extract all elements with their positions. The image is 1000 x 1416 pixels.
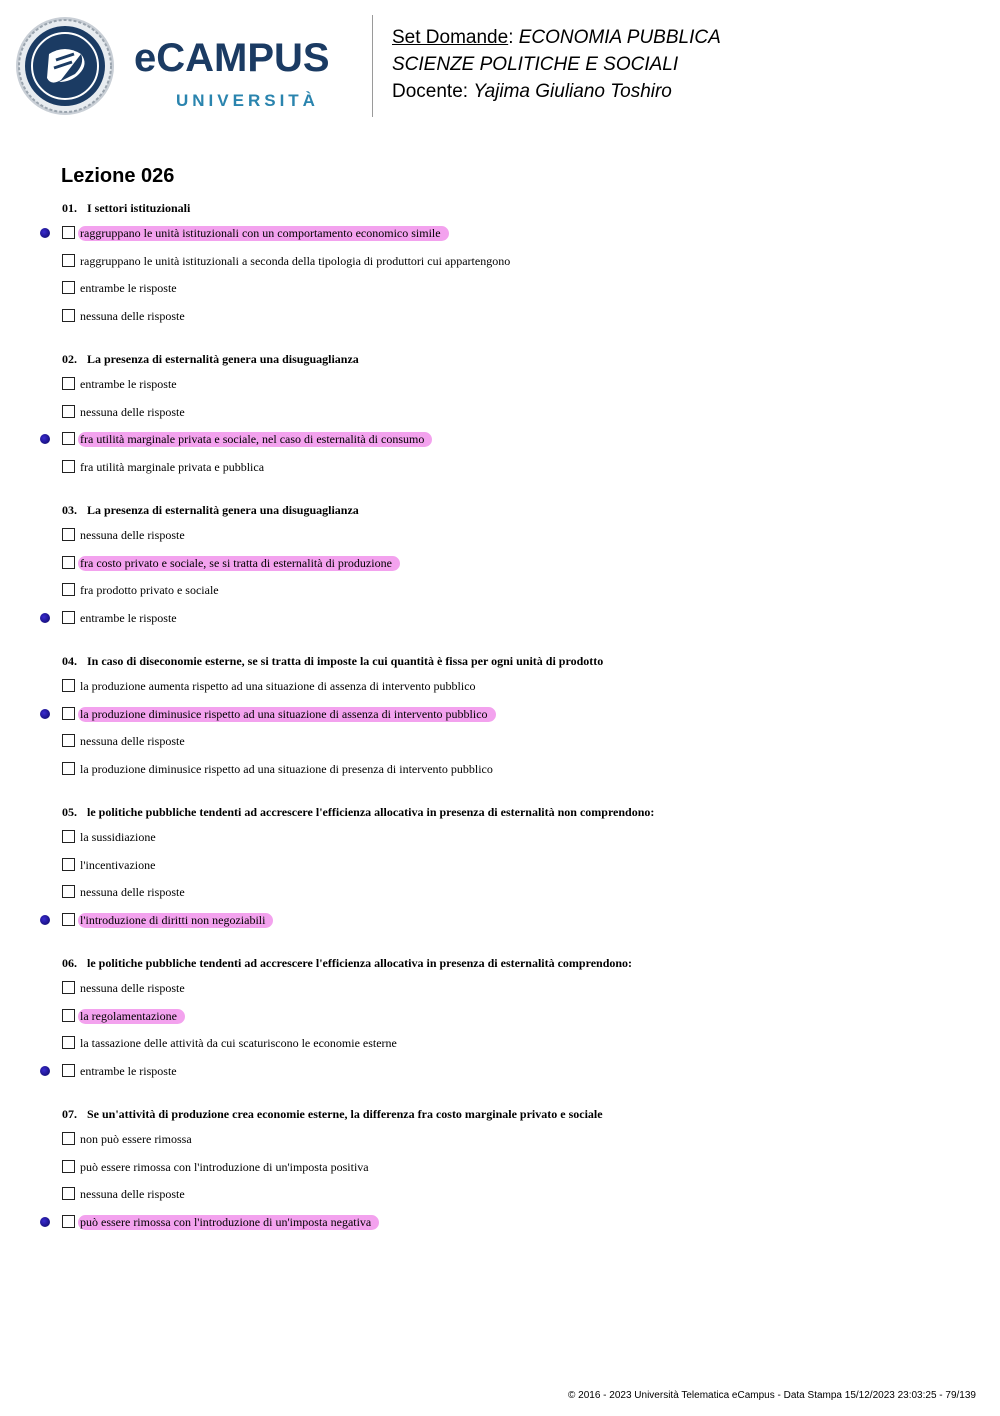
answer-checkbox[interactable] bbox=[62, 556, 75, 569]
answer-checkbox[interactable] bbox=[62, 858, 75, 871]
answer-checkbox[interactable] bbox=[62, 1036, 75, 1049]
question-text: La presenza di esternalità genera una disuguaglianza bbox=[87, 352, 359, 366]
ecampus-logo bbox=[14, 16, 356, 116]
answer-checkbox[interactable] bbox=[62, 762, 75, 775]
ink-mark-icon bbox=[40, 915, 50, 925]
course-info bbox=[392, 24, 721, 105]
answer-checkbox[interactable] bbox=[62, 1064, 75, 1077]
answer-text-highlighted: fra costo privato e sociale, se si tratta di esternalità di produzione bbox=[78, 556, 400, 571]
answer-checkbox[interactable] bbox=[62, 1132, 75, 1145]
answer-text: entrambe le risposte bbox=[80, 611, 177, 625]
page-footer: © 2016 - 2023 Università Telematica eCampus - Data Stampa 15/12/2023 23:03:25 - 79/139 bbox=[568, 1390, 976, 1401]
answer-checkbox[interactable] bbox=[62, 432, 75, 445]
answer-text: la sussidiazione bbox=[80, 830, 156, 844]
answer-text: nessuna delle risposte bbox=[80, 885, 185, 899]
course-line: Set Domande: ECONOMIA PUBBLICA bbox=[392, 27, 721, 48]
answer-checkbox[interactable] bbox=[62, 226, 75, 239]
answer-text: entrambe le risposte bbox=[80, 1064, 177, 1078]
header-divider bbox=[372, 15, 373, 117]
question-text: In caso di diseconomie esterne, se si tratta di imposte la cui quantità è fissa per ogni unità di prodotto bbox=[87, 654, 604, 668]
ink-mark-icon bbox=[40, 228, 50, 238]
answer-text-highlighted: fra utilità marginale privata e sociale, nel caso di esternalità di consumo bbox=[78, 432, 432, 447]
ink-mark-icon bbox=[40, 613, 50, 623]
teacher-label: Docente: bbox=[392, 81, 469, 102]
question-title bbox=[62, 351, 359, 367]
question-title bbox=[62, 1106, 603, 1122]
university-seal-icon bbox=[14, 16, 116, 116]
answer-text: entrambe le risposte bbox=[80, 281, 177, 295]
question-number: 01. bbox=[62, 201, 77, 215]
answer-text: raggruppano le unità istituzionali a seconda della tipologia di produttori cui appartengono bbox=[80, 254, 511, 268]
answer-text: nessuna delle risposte bbox=[80, 309, 185, 323]
question-number: 07. bbox=[62, 1107, 77, 1121]
answer-checkbox[interactable] bbox=[62, 981, 75, 994]
question-number: 06. bbox=[62, 956, 77, 970]
answer-checkbox[interactable] bbox=[62, 377, 75, 390]
question-title bbox=[62, 955, 632, 971]
answer-checkbox[interactable] bbox=[62, 611, 75, 624]
answer-text: può essere rimossa con l'introduzione di un'imposta positiva bbox=[80, 1160, 369, 1174]
question-number: 05. bbox=[62, 805, 77, 819]
logo-subtitle: UNIVERSITÀ bbox=[176, 91, 319, 110]
ink-mark-icon bbox=[40, 1217, 50, 1227]
answer-checkbox[interactable] bbox=[62, 913, 75, 926]
answer-checkbox[interactable] bbox=[62, 1009, 75, 1022]
question-text: le politiche pubbliche tendenti ad accrescere l'efficienza allocativa in presenza di esternalità non comprendono: bbox=[87, 805, 655, 819]
answer-checkbox[interactable] bbox=[62, 1215, 75, 1228]
question-text: I settori istituzionali bbox=[87, 201, 191, 215]
question-text: Se un'attività di produzione crea economie esterne, la differenza fra costo marginale privato e sociale bbox=[87, 1107, 603, 1121]
lesson-title: Lezione 026 bbox=[61, 165, 175, 187]
set-label: Set Domande bbox=[392, 27, 509, 48]
answer-text-highlighted: la produzione diminusice rispetto ad una situazione di assenza di intervento pubblico bbox=[78, 707, 496, 722]
answer-checkbox[interactable] bbox=[62, 254, 75, 267]
question-title bbox=[62, 200, 190, 216]
answer-checkbox[interactable] bbox=[62, 830, 75, 843]
question-text: le politiche pubbliche tendenti ad accrescere l'efficienza allocativa in presenza di esternalità comprendono: bbox=[87, 956, 633, 970]
answer-checkbox[interactable] bbox=[62, 405, 75, 418]
course-name: ECONOMIA PUBBLICA bbox=[518, 27, 721, 48]
answer-text-highlighted: raggruppano le unità istituzionali con un comportamento economico simile bbox=[78, 226, 449, 241]
answer-text: nessuna delle risposte bbox=[80, 1187, 185, 1201]
answer-text: la produzione aumenta rispetto ad una situazione di assenza di intervento pubblico bbox=[80, 679, 476, 693]
question-title bbox=[62, 502, 359, 518]
answer-checkbox[interactable] bbox=[62, 309, 75, 322]
teacher-name: Yajima Giuliano Toshiro bbox=[473, 81, 672, 102]
answer-text: nessuna delle risposte bbox=[80, 981, 185, 995]
answer-text: fra prodotto privato e sociale bbox=[80, 583, 219, 597]
question-number: 04. bbox=[62, 654, 77, 668]
ink-mark-icon bbox=[40, 1066, 50, 1076]
answer-checkbox[interactable] bbox=[62, 734, 75, 747]
answer-text-highlighted: l'introduzione di diritti non negoziabili bbox=[78, 913, 273, 928]
answer-checkbox[interactable] bbox=[62, 707, 75, 720]
teacher-line bbox=[392, 78, 721, 105]
question-number: 03. bbox=[62, 503, 77, 517]
logo-wordmark: eCAMPUS bbox=[134, 36, 330, 80]
faculty-name: SCIENZE POLITICHE E SOCIALI bbox=[392, 54, 679, 75]
answer-text: nessuna delle risposte bbox=[80, 405, 185, 419]
answer-checkbox[interactable] bbox=[62, 885, 75, 898]
question-title bbox=[62, 653, 603, 669]
question-title bbox=[62, 804, 654, 820]
answer-text: entrambe le risposte bbox=[80, 377, 177, 391]
question-number: 02. bbox=[62, 352, 77, 366]
answer-checkbox[interactable] bbox=[62, 583, 75, 596]
answer-checkbox[interactable] bbox=[62, 528, 75, 541]
answer-checkbox[interactable] bbox=[62, 679, 75, 692]
answer-text-highlighted: la regolamentazione bbox=[78, 1009, 185, 1024]
answer-checkbox[interactable] bbox=[62, 281, 75, 294]
answer-checkbox[interactable] bbox=[62, 1160, 75, 1173]
question-text: La presenza di esternalità genera una disuguaglianza bbox=[87, 503, 359, 517]
answer-text: la tassazione delle attività da cui scaturiscono le economie esterne bbox=[80, 1036, 397, 1050]
ink-mark-icon bbox=[40, 709, 50, 719]
ink-mark-icon bbox=[40, 434, 50, 444]
answer-checkbox[interactable] bbox=[62, 460, 75, 473]
answer-text: nessuna delle risposte bbox=[80, 528, 185, 542]
answer-text: l'incentivazione bbox=[80, 858, 156, 872]
page-header bbox=[0, 0, 1000, 130]
answer-text: la produzione diminusice rispetto ad una situazione di presenza di intervento pubblico bbox=[80, 762, 493, 776]
answer-text-highlighted: può essere rimossa con l'introduzione di un'imposta negativa bbox=[78, 1215, 379, 1230]
answer-text: fra utilità marginale privata e pubblica bbox=[80, 460, 265, 474]
answer-text: non può essere rimossa bbox=[80, 1132, 192, 1146]
answer-checkbox[interactable] bbox=[62, 1187, 75, 1200]
answer-text: nessuna delle risposte bbox=[80, 734, 185, 748]
